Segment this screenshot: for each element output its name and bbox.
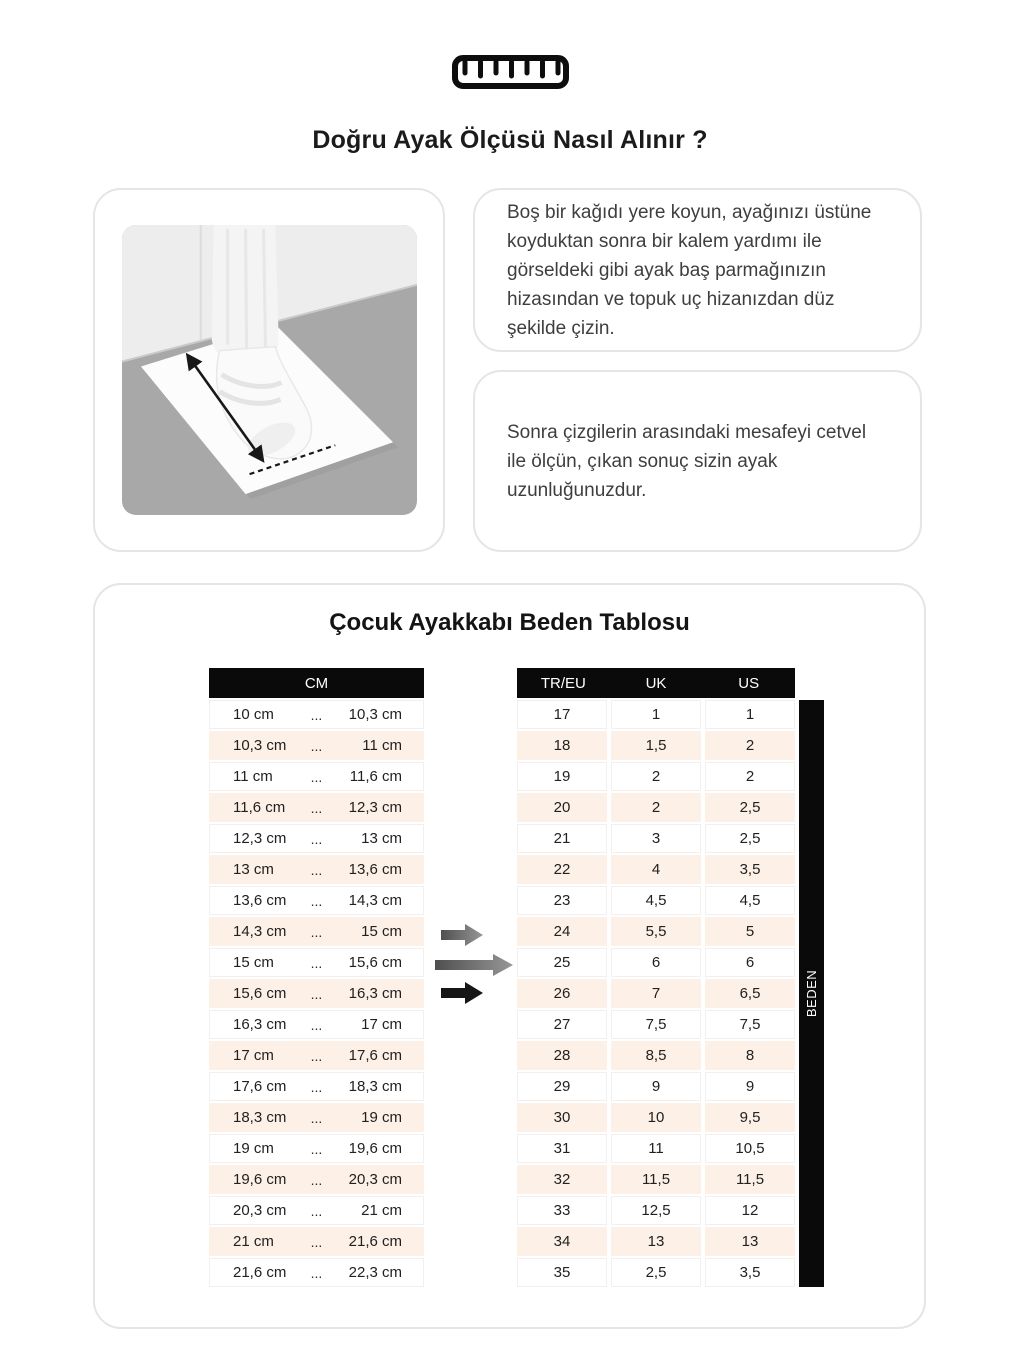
foot-measure-photo [122,225,417,515]
size-table-row: 17 1 1 [517,700,795,729]
size-table-row: 21 3 2,5 [517,824,795,853]
beden-side-label-text: BEDEN [804,969,820,1018]
ruler-icon [0,54,1020,90]
instruction-steps [473,188,922,552]
page-title: Doğru Ayak Ölçüsü Nasıl Alınır ? [312,126,708,154]
size-table-row: 24 5,5 5 [517,917,795,946]
instruction-step-1-text: Boş bir kağıdı yere koyun, ayağınızı üstüne koyduktan sonra bir kalem yardımı ile görseldeki gibi ayak baş parmağınızın hizasından ve topuk uç hizanızdan düz şekilde çizin. [507,201,872,339]
cm-table-body [209,700,424,1287]
cm-table-row: 11,6 cm ... 12,3 cm [209,793,424,822]
size-table-row: 30 10 9,5 [517,1103,795,1132]
size-table-row: 23 4,5 4,5 [517,886,795,915]
instruction-step-1 [473,188,922,352]
size-table-row: 22 4 3,5 [517,855,795,884]
cm-table-row: 21 cm ... 21,6 cm [209,1227,424,1256]
cm-table-row: 15 cm ... 15,6 cm [209,948,424,977]
cm-table-row: 12,3 cm ... 13 cm [209,824,424,853]
cm-table-row: 17 cm ... 17,6 cm [209,1041,424,1070]
size-chart-card [93,583,926,1329]
beden-side-label [799,700,824,1287]
size-table-row: 19 2 2 [517,762,795,791]
size-table-row: 34 13 13 [517,1227,795,1256]
cm-table-row: 13 cm ... 13,6 cm [209,855,424,884]
size-table-row: 32 11,5 11,5 [517,1165,795,1194]
cm-table-row: 11 cm ... 11,6 cm [209,762,424,791]
cm-table-row: 10 cm ... 10,3 cm [209,700,424,729]
cm-table-row: 21,6 cm ... 22,3 cm [209,1258,424,1287]
size-table [517,668,795,1287]
cm-table [209,668,424,1287]
size-chart-title: Çocuk Ayakkabı Beden Tablosu [329,609,690,636]
size-table-row: 33 12,5 12 [517,1196,795,1225]
cm-table-row: 17,6 cm ... 18,3 cm [209,1072,424,1101]
size-table-row: 29 9 9 [517,1072,795,1101]
size-table-row: 25 6 6 [517,948,795,977]
cm-table-row: 19 cm ... 19,6 cm [209,1134,424,1163]
cm-table-row: 18,3 cm ... 19 cm [209,1103,424,1132]
size-table-body [517,700,795,1287]
size-table-row: 18 1,5 2 [517,731,795,760]
convert-arrows-icon [431,921,517,1011]
size-table-row: 31 11 10,5 [517,1134,795,1163]
size-table-header-treu: TR/EU [540,674,586,692]
size-table-header [517,668,795,698]
howto-section [93,188,922,552]
size-table-row: 28 8,5 8 [517,1041,795,1070]
foot-measure-photo-card [93,188,445,552]
cm-table-row: 13,6 cm ... 14,3 cm [209,886,424,915]
size-table-header-us: US [738,674,760,692]
size-table-row: 26 7 6,5 [517,979,795,1008]
cm-table-row: 15,6 cm ... 16,3 cm [209,979,424,1008]
cm-table-row: 20,3 cm ... 21 cm [209,1196,424,1225]
size-table-row: 35 2,5 3,5 [517,1258,795,1287]
cm-table-row: 10,3 cm ... 11 cm [209,731,424,760]
cm-table-header: CM [209,668,424,698]
cm-table-row: 16,3 cm ... 17 cm [209,1010,424,1039]
size-table-row: 27 7,5 7,5 [517,1010,795,1039]
instruction-step-2 [473,370,922,552]
instruction-step-2-text: Sonra çizgilerin arasındaki mesafeyi cetvel ile ölçün, çıkan sonuç sizin ayak uzunluğunuzdur. [507,421,867,501]
size-table-header-uk: UK [645,674,667,692]
size-table-row: 20 2 2,5 [517,793,795,822]
cm-table-row: 19,6 cm ... 20,3 cm [209,1165,424,1194]
cm-table-row: 14,3 cm ... 15 cm [209,917,424,946]
